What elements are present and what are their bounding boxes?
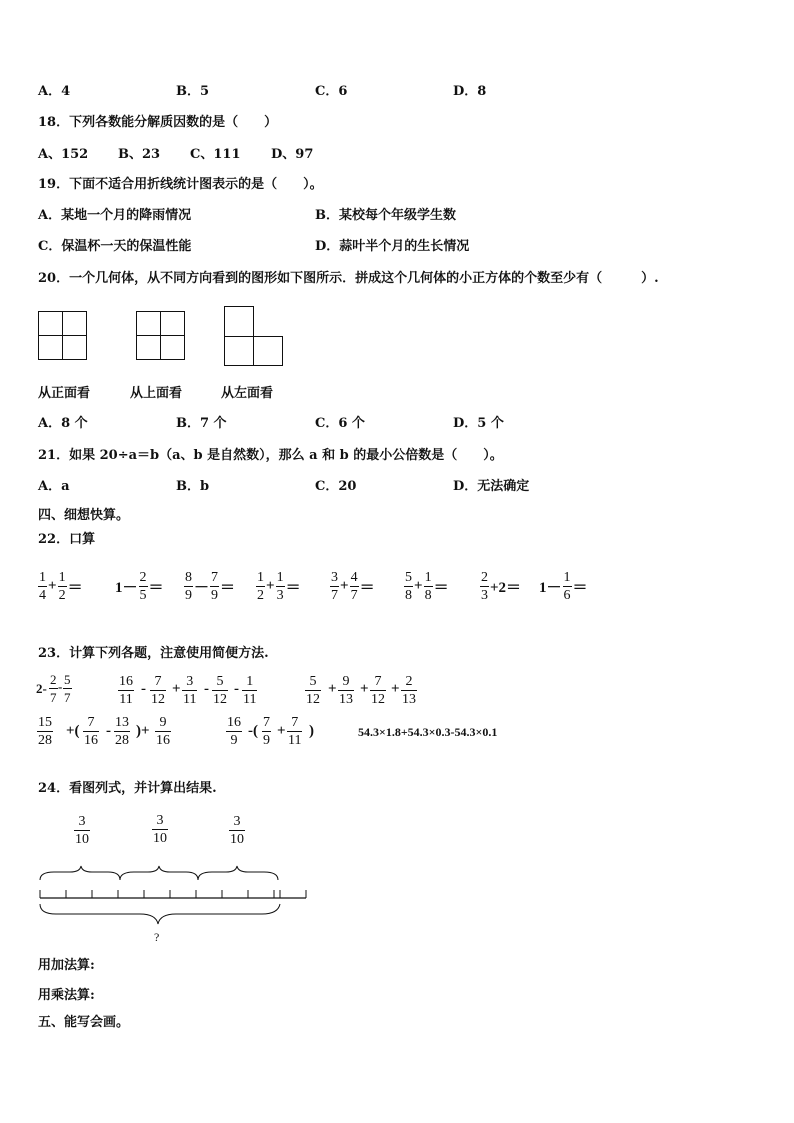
numerator: 5 (405, 569, 412, 585)
q22-expression (538, 566, 589, 606)
q22-expression (330, 566, 376, 606)
q17-option-d: D．8 (453, 84, 487, 99)
segment-3-fraction: 3 10 (230, 814, 244, 847)
denominator: 3 (276, 587, 284, 603)
section-4-heading: 四、细想快算。 (38, 508, 130, 523)
numerator: 2 (139, 569, 147, 585)
segment-1-fraction: 3 10 (75, 814, 89, 847)
q24-stem: 24．看图列式，并计算出结果. (38, 781, 217, 796)
fraction (256, 570, 265, 603)
denominator: 8 (424, 587, 432, 603)
expression-prefix: 1－ (539, 579, 562, 596)
denominator: 9 (185, 587, 192, 603)
denominator: 3 (481, 587, 488, 603)
fraction (404, 570, 413, 603)
q19-option-a: A．某地一个月的降雨情况 (38, 208, 192, 223)
denominator: 2 (58, 587, 66, 603)
denominator: 7 (331, 587, 338, 603)
q17-option-a: A．4 (38, 84, 71, 99)
q24-addition-label: 用加法算: (38, 958, 95, 973)
expression-prefix: 1－ (115, 579, 138, 596)
fraction (424, 570, 433, 603)
q18-option-d: D、97 (271, 147, 314, 162)
q21-option-d: D．无法确定 (453, 479, 530, 494)
q24-multiplication-label: 用乘法算: (38, 988, 95, 1003)
numerator: 4 (350, 569, 358, 585)
q18-option-c: C、111 (190, 147, 241, 162)
equals-sign: ＝ (572, 579, 588, 596)
q20-stem: 20．一个几何体，从不同方向看到的图形如下图所示．拼成这个几何体的小正方体的个数至少有（ ）. (38, 271, 659, 286)
numerator: 1 (276, 569, 284, 585)
numerator: 2 (481, 569, 488, 585)
fraction (563, 570, 572, 603)
q20-option-c: C．6 个 (315, 416, 365, 431)
q19-option-b: B．某校每个年级学生数 (315, 208, 456, 223)
equals-sign: ＝ (220, 579, 236, 596)
q18-option-b: B、23 (118, 147, 161, 162)
section-5-heading: 五、能写会画。 (38, 1015, 130, 1030)
q22-expression (480, 566, 522, 606)
operator: + (340, 577, 349, 594)
q22-expression (256, 566, 302, 606)
equals-sign: ＝ (359, 579, 375, 596)
q22-expressions (38, 566, 758, 606)
q21-option-c: C．20 (315, 479, 357, 494)
fraction (139, 570, 148, 603)
q24-line-diagram (30, 812, 320, 947)
q20-option-b: B．7 个 (176, 416, 227, 431)
fraction (330, 570, 339, 603)
front-view-figure (38, 311, 86, 359)
numerator: 7 (211, 569, 219, 585)
denominator: 2 (257, 587, 264, 603)
number-line-svg (30, 812, 320, 947)
numerator: 8 (185, 569, 192, 585)
q21-option-b: B．b (176, 479, 210, 494)
segment-2-fraction: 3 10 (153, 813, 167, 846)
fraction (276, 570, 285, 603)
fraction (38, 570, 47, 603)
fraction (350, 570, 359, 603)
total-question-mark: ? (154, 930, 160, 944)
operator: － (194, 579, 210, 596)
fraction (480, 570, 489, 603)
q23-expression-6: 54.3×1.8+54.3×0.3-54.3×0.1 (358, 725, 498, 739)
equals-sign: ＝ (148, 579, 164, 596)
numerator: 1 (58, 569, 66, 585)
q19-stem: 19．下面不适合用折线统计图表示的是（ ）。 (38, 177, 323, 192)
equals-sign: ＝ (285, 579, 301, 596)
q17-option-c: C．6 (315, 84, 348, 99)
denominator: 4 (39, 587, 46, 603)
front-view-label: 从正面看 (38, 386, 91, 401)
denominator: 8 (405, 587, 412, 603)
q19-option-c: C．保温杯一天的保温性能 (38, 239, 192, 254)
q22-stem: 22．口算 (38, 532, 96, 547)
fraction (184, 570, 193, 603)
numerator: 1 (424, 569, 432, 585)
top-view-label: 从上面看 (130, 386, 183, 401)
q22-expression (404, 566, 450, 606)
q22-expression (184, 566, 236, 606)
operator: + (266, 577, 275, 594)
operator: + (48, 577, 57, 594)
equals-sign: ＝ (433, 579, 449, 596)
q19-option-d: D．蒜叶半个月的生长情况 (315, 239, 470, 254)
q20-option-a: A．8 个 (38, 416, 88, 431)
numerator: 1 (39, 569, 46, 585)
q17-option-b: B．5 (176, 84, 210, 99)
q23-stem: 23．计算下列各题，注意使用简便方法. (38, 646, 269, 661)
q18-stem: 18．下列各数能分解质因数的是（ ） (38, 115, 278, 130)
left-view-figure (224, 306, 284, 366)
fraction (210, 570, 219, 603)
q18-option-a: A、152 (38, 147, 89, 162)
denominator: 7 (350, 587, 358, 603)
numerator: 1 (257, 569, 264, 585)
fraction (58, 570, 67, 603)
q21-option-a: A．a (38, 479, 70, 494)
numerator: 1 (563, 569, 571, 585)
denominator: 9 (211, 587, 219, 603)
denominator: 6 (563, 587, 571, 603)
equals-sign: ＝ (67, 579, 83, 596)
q20-option-d: D．5 个 (453, 416, 504, 431)
left-view-label: 从左面看 (221, 386, 274, 401)
numerator: 3 (331, 569, 338, 585)
top-view-figure (136, 311, 184, 359)
q22-expression (114, 566, 165, 606)
denominator: 5 (139, 587, 147, 603)
operator: + (414, 577, 423, 594)
operator: +2＝ (490, 579, 522, 596)
q22-expression (38, 566, 84, 606)
q21-stem: 21．如果 20÷a＝b（a、b 是自然数），那么 a 和 b 的最小公倍数是（ ）。 (38, 448, 503, 463)
